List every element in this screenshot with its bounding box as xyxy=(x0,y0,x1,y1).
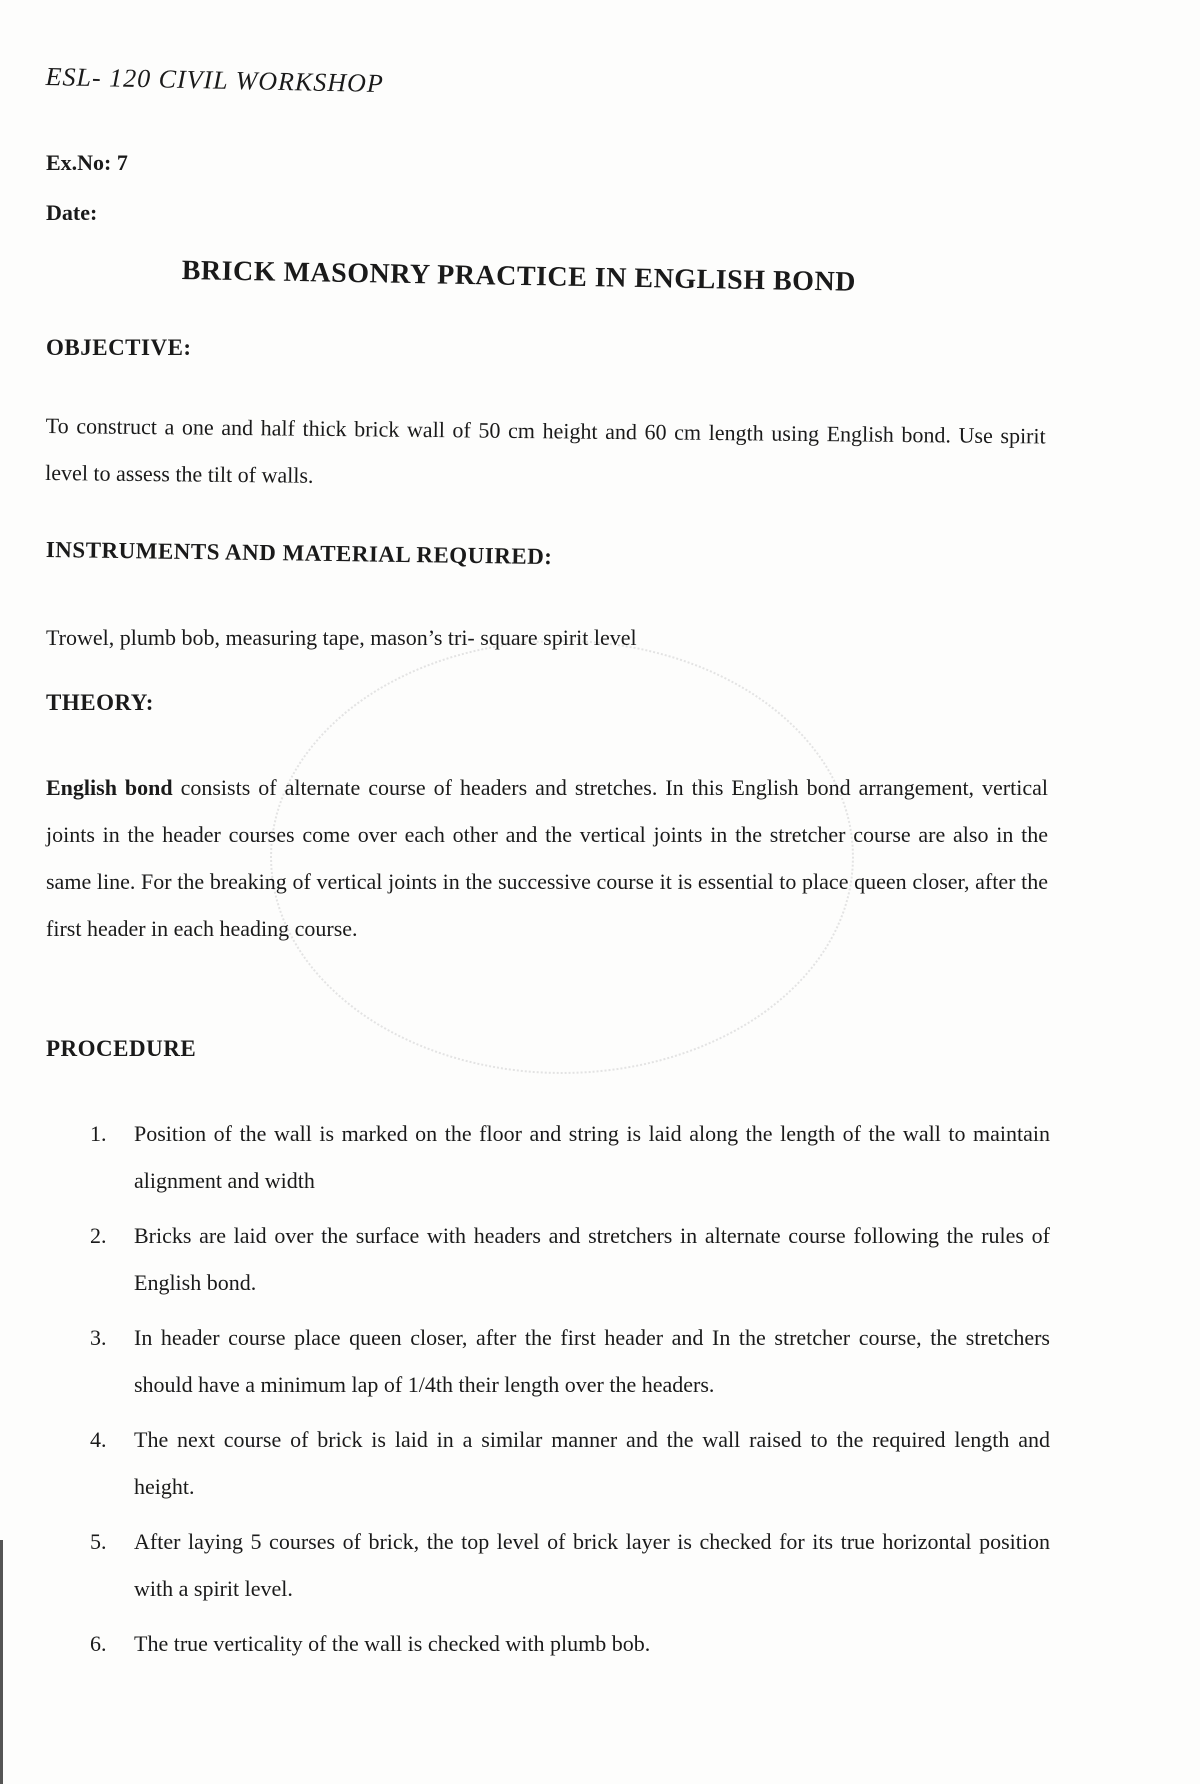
step-text: Position of the wall is marked on the floor and string is laid along the length of the wall to maintain alignment and width xyxy=(134,1121,1050,1193)
step-number: 2. xyxy=(90,1223,107,1248)
procedure-list xyxy=(90,1110,1050,1675)
step-text: The true verticality of the wall is checked with plumb bob. xyxy=(134,1631,651,1656)
step-text: After laying 5 courses of brick, the top level of brick layer is checked for its true horizontal position with a spirit level. xyxy=(134,1529,1050,1601)
theory-text xyxy=(46,764,1048,952)
step-text: In header course place queen closer, after the first header and In the stretcher course, the stretchers should have a minimum lap of 1/4th their length over the headers. xyxy=(134,1325,1050,1397)
step-text: Bricks are laid over the surface with headers and stretchers in alternate course following the rules of English bond. xyxy=(134,1223,1050,1295)
theory-lead-term: English bond xyxy=(46,775,173,800)
theory-heading: THEORY: xyxy=(46,690,154,715)
procedure-step xyxy=(90,1518,1050,1612)
theory-body: consists of alternate course of headers and stretches. In this English bond arrangement, vertical joints in the header courses come over each other and the vertical joints in the stretcher course are also in the same line. For the breaking of vertical joints in the successive course it is essential to place queen closer, after the first header in each heading course. xyxy=(46,775,1049,941)
page-edge-shadow xyxy=(0,1540,3,1784)
step-number: 6. xyxy=(90,1631,107,1656)
exercise-number: Ex.No: 7 xyxy=(46,150,128,175)
page-title: BRICK MASONRY PRACTICE IN ENGLISH BOND xyxy=(181,255,857,298)
procedure-step xyxy=(90,1212,1050,1306)
instruments-heading: INSTRUMENTS AND MATERIAL REQUIRED: xyxy=(45,537,553,570)
procedure-step xyxy=(90,1110,1050,1204)
step-number: 1. xyxy=(90,1121,107,1146)
step-number: 4. xyxy=(90,1427,107,1452)
step-number: 5. xyxy=(90,1529,107,1554)
course-header: ESL- 120 CIVIL WORKSHOP xyxy=(45,62,385,99)
procedure-heading: PROCEDURE xyxy=(46,1036,197,1061)
exercise-date: Date: xyxy=(46,200,98,225)
objective-heading: OBJECTIVE: xyxy=(46,335,192,360)
procedure-step xyxy=(90,1416,1050,1510)
objective-text: To construct a one and half thick brick wall of 50 cm height and 60 cm length using English bond. Use spirit level to assess the tilt of walls. xyxy=(45,412,1046,488)
step-text: The next course of brick is laid in a similar manner and the wall raised to the required length and height. xyxy=(134,1427,1050,1499)
instruments-text: Trowel, plumb bob, measuring tape, mason’s tri- square spirit level xyxy=(46,625,637,650)
step-number: 3. xyxy=(90,1325,107,1350)
procedure-step xyxy=(90,1314,1050,1408)
procedure-step xyxy=(90,1620,1050,1667)
